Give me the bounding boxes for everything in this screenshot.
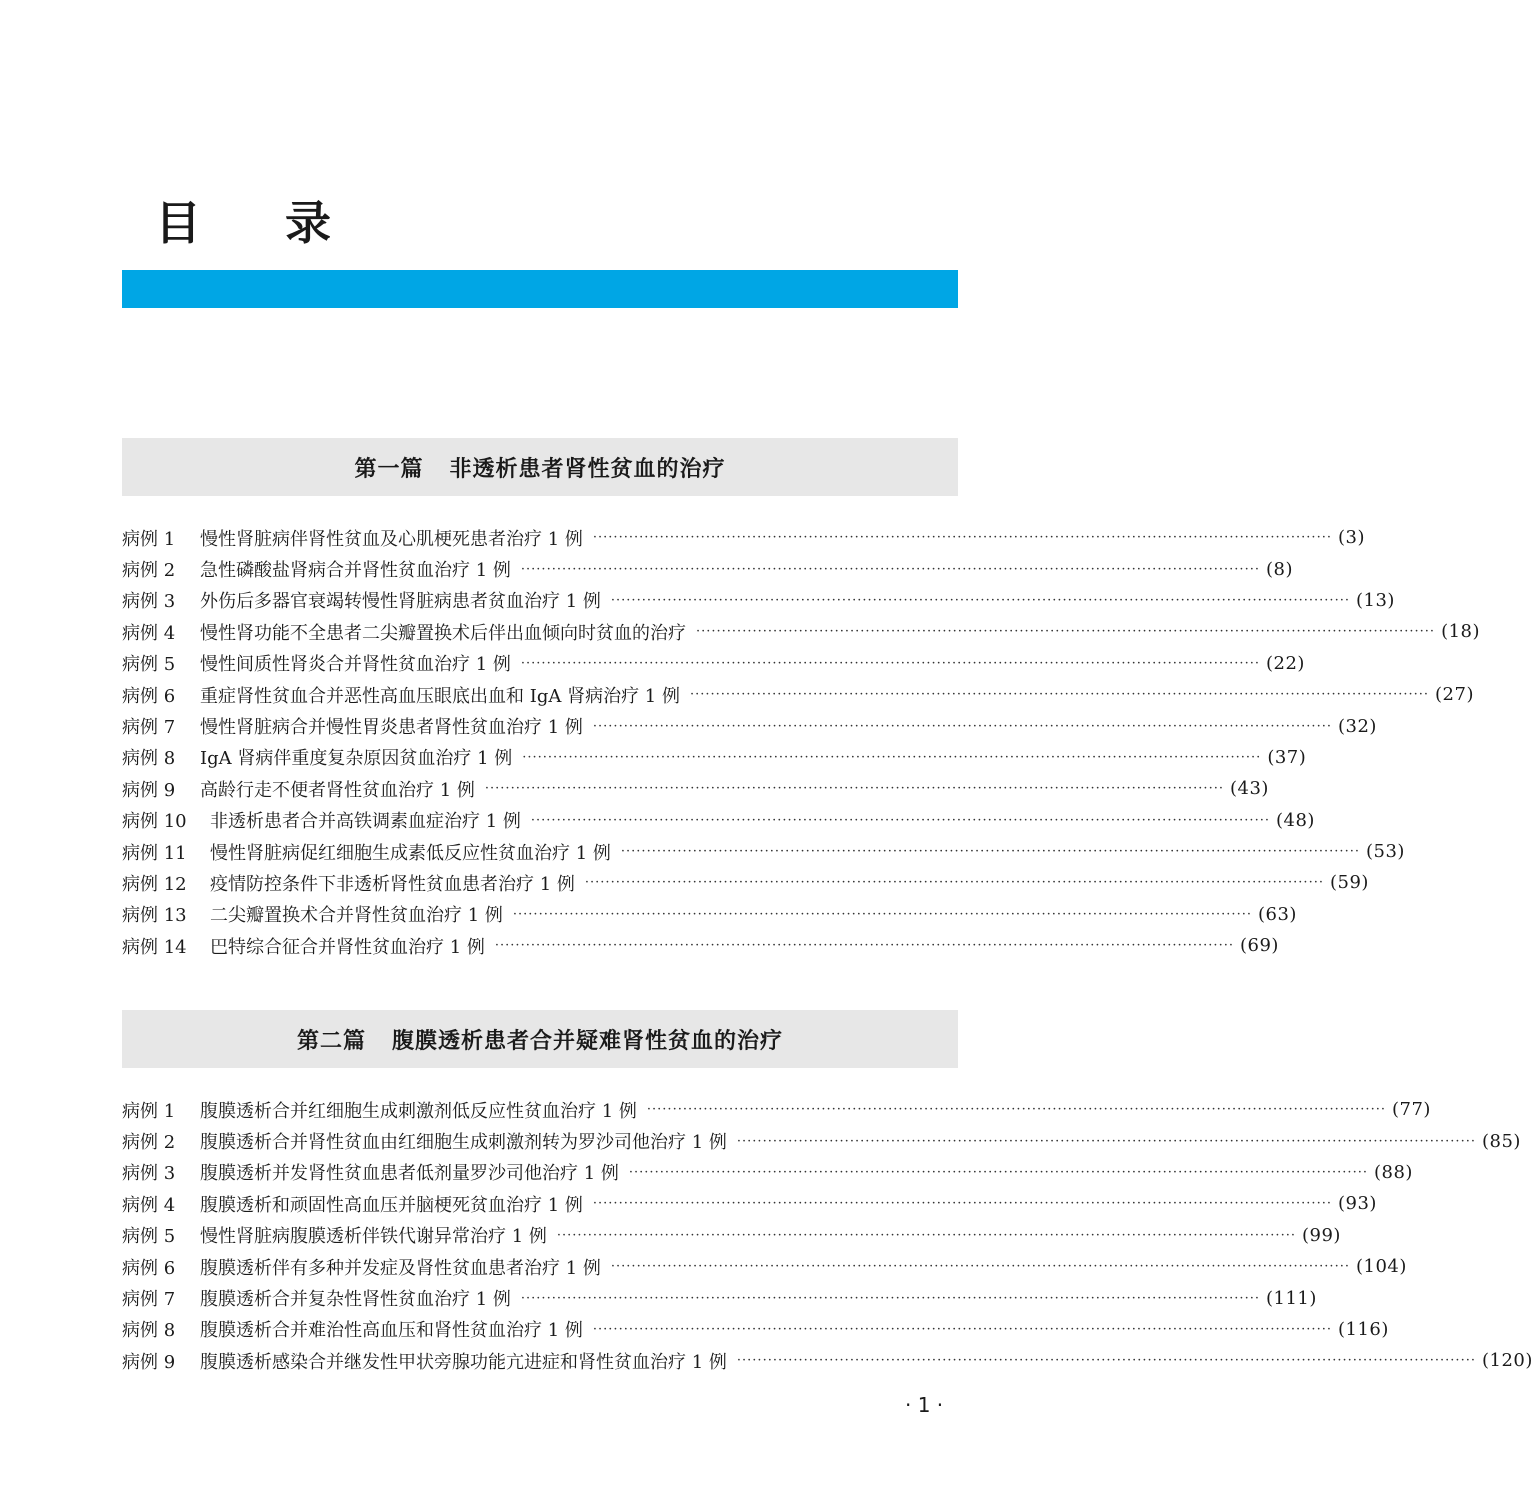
dot-leader — [690, 687, 1429, 702]
entry-title: 非透析患者合并高铁调素血症治疗 1 例 — [210, 811, 521, 833]
toc-entry[interactable] — [122, 1282, 1317, 1313]
toc-entry[interactable] — [122, 522, 1365, 553]
entry-title: IgA 肾病伴重度复杂原因贫血治疗 1 例 — [200, 748, 513, 770]
page-number: (3) — [1337, 527, 1365, 549]
page-folio: · 1 · — [905, 1393, 944, 1417]
entry-title: 急性磷酸盐肾病合并肾性贫血治疗 1 例 — [200, 560, 511, 582]
dot-leader — [737, 1353, 1476, 1368]
case-label: 病例 3 — [122, 591, 176, 613]
toc-entry[interactable] — [122, 1125, 1521, 1156]
case-label: 病例 5 — [122, 654, 176, 676]
toc-entry[interactable] — [122, 867, 1369, 898]
page-number: (18) — [1441, 621, 1481, 643]
page-number: (59) — [1329, 872, 1369, 894]
dot-leader — [647, 1102, 1386, 1117]
toc-entry[interactable] — [122, 836, 1405, 867]
page-number: (22) — [1265, 652, 1305, 674]
page-title: 目 录 — [155, 196, 366, 250]
case-label: 病例 14 — [122, 936, 187, 958]
part-2-entry-list — [122, 1094, 1533, 1377]
dot-leader — [696, 624, 1435, 639]
dot-leader — [485, 781, 1224, 796]
part-1-entry-list — [122, 522, 1481, 961]
page-number: (85) — [1481, 1130, 1521, 1152]
page-number: (48) — [1275, 809, 1315, 831]
dot-leader — [593, 530, 1332, 545]
page-number: (69) — [1239, 935, 1279, 957]
toc-entry[interactable] — [122, 1220, 1341, 1251]
toc-entry[interactable] — [122, 805, 1315, 836]
entry-title: 疫情防控条件下非透析肾性贫血患者治疗 1 例 — [210, 873, 575, 895]
page-number: (63) — [1257, 903, 1297, 925]
dot-leader — [521, 562, 1260, 577]
case-label: 病例 7 — [122, 717, 176, 739]
case-label: 病例 8 — [122, 748, 176, 770]
case-label: 病例 7 — [122, 1289, 176, 1311]
entry-title: 腹膜透析并发肾性贫血患者低剂量罗沙司他治疗 1 例 — [200, 1163, 619, 1185]
toc-entry[interactable] — [122, 648, 1305, 679]
page-number: (8) — [1265, 558, 1293, 580]
toc-entry[interactable] — [122, 773, 1269, 804]
title-accent-bar — [122, 270, 958, 308]
case-label: 病例 3 — [122, 1163, 176, 1185]
dot-leader — [593, 719, 1332, 734]
entry-title: 腹膜透析感染合并继发性甲状旁腺功能亢进症和肾性贫血治疗 1 例 — [200, 1351, 727, 1373]
part-2-header — [122, 1010, 958, 1068]
dot-leader — [513, 907, 1252, 922]
page-number: (32) — [1337, 715, 1377, 737]
entry-title: 腹膜透析合并难治性高血压和肾性贫血治疗 1 例 — [200, 1320, 583, 1342]
toc-entry[interactable] — [122, 1188, 1377, 1219]
entry-title: 慢性间质性肾炎合并肾性贫血治疗 1 例 — [200, 654, 511, 676]
page-number: (104) — [1355, 1256, 1407, 1278]
case-label: 病例 12 — [122, 873, 187, 895]
part-2-title: 腹膜透析患者合并疑难肾性贫血的治疗 — [392, 1027, 784, 1054]
case-label: 病例 1 — [122, 1100, 176, 1122]
toc-entry[interactable] — [122, 616, 1481, 647]
entry-title: 重症肾性贫血合并恶性高血压眼底出血和 IgA 肾病治疗 1 例 — [200, 685, 680, 707]
toc-entry[interactable] — [122, 1314, 1389, 1345]
case-label: 病例 4 — [122, 622, 176, 644]
dot-leader — [611, 1259, 1350, 1274]
entry-title: 慢性肾脏病腹膜透析伴铁代谢异常治疗 1 例 — [200, 1226, 547, 1248]
part-2-label: 第二篇 — [296, 1027, 366, 1054]
toc-entry[interactable] — [122, 585, 1395, 616]
case-label: 病例 6 — [122, 685, 176, 707]
entry-title: 慢性肾脏病伴肾性贫血及心肌梗死患者治疗 1 例 — [200, 528, 583, 550]
page-number: (93) — [1337, 1193, 1377, 1215]
entry-title: 慢性肾脏病合并慢性胃炎患者肾性贫血治疗 1 例 — [200, 717, 583, 739]
case-label: 病例 8 — [122, 1320, 176, 1342]
page-number: (27) — [1435, 684, 1474, 706]
toc-entry[interactable] — [122, 553, 1293, 584]
page-number: (37) — [1267, 746, 1307, 768]
toc-entry[interactable] — [122, 742, 1307, 773]
case-label: 病例 2 — [122, 1132, 176, 1154]
dot-leader — [593, 1196, 1332, 1211]
page-number: (99) — [1301, 1224, 1341, 1246]
entry-title: 慢性肾功能不全患者二尖瓣置换术后伴出血倾向时贫血的治疗 — [200, 622, 686, 644]
entry-title: 腹膜透析合并肾性贫血由红细胞生成刺激剂转为罗沙司他治疗 1 例 — [200, 1132, 727, 1154]
page-number: (43) — [1229, 778, 1269, 800]
dot-leader — [621, 844, 1360, 859]
page-number: (77) — [1391, 1099, 1431, 1121]
toc-entry[interactable] — [122, 710, 1377, 741]
toc-entry[interactable] — [122, 1094, 1431, 1125]
entry-title: 腹膜透析和顽固性高血压并脑梗死贫血治疗 1 例 — [200, 1194, 583, 1216]
toc-entry[interactable] — [122, 1251, 1407, 1282]
page-number: (88) — [1373, 1161, 1413, 1183]
dot-leader — [585, 875, 1324, 890]
toc-entry[interactable] — [122, 679, 1474, 710]
dot-leader — [593, 1322, 1332, 1337]
entry-title: 慢性肾脏病促红细胞生成素低反应性贫血治疗 1 例 — [210, 842, 611, 864]
entry-title: 腹膜透析伴有多种并发症及肾性贫血患者治疗 1 例 — [200, 1257, 601, 1279]
dot-leader — [611, 593, 1350, 608]
dot-leader — [495, 938, 1234, 953]
part-1-label: 第一篇 — [354, 455, 424, 482]
entry-title: 腹膜透析合并红细胞生成刺激剂低反应性贫血治疗 1 例 — [200, 1100, 637, 1122]
case-label: 病例 11 — [122, 842, 187, 864]
case-label: 病例 5 — [122, 1226, 176, 1248]
case-label: 病例 4 — [122, 1194, 176, 1216]
case-label: 病例 6 — [122, 1257, 176, 1279]
dot-leader — [629, 1165, 1368, 1180]
entry-title: 腹膜透析合并复杂性肾性贫血治疗 1 例 — [200, 1289, 511, 1311]
case-label: 病例 9 — [122, 779, 176, 801]
entry-title: 巴特综合征合并肾性贫血治疗 1 例 — [210, 936, 485, 958]
toc-entry[interactable] — [122, 930, 1279, 961]
page-number: (53) — [1365, 841, 1405, 863]
entry-title: 外伤后多器官衰竭转慢性肾脏病患者贫血治疗 1 例 — [200, 591, 601, 613]
dot-leader — [522, 750, 1261, 765]
part-1-header — [122, 438, 958, 496]
page-number: (111) — [1265, 1287, 1317, 1309]
entry-title: 高龄行走不便者肾性贫血治疗 1 例 — [200, 779, 475, 801]
case-label: 病例 13 — [122, 905, 187, 927]
case-label: 病例 1 — [122, 528, 176, 550]
page-number: (13) — [1355, 589, 1395, 611]
case-label: 病例 9 — [122, 1351, 176, 1373]
page-number: (120) — [1481, 1350, 1533, 1372]
toc-entry[interactable] — [122, 899, 1297, 930]
dot-leader — [557, 1228, 1296, 1243]
dot-leader — [521, 1291, 1260, 1306]
dot-leader — [737, 1134, 1476, 1149]
case-label: 病例 10 — [122, 811, 187, 833]
toc-entry[interactable] — [122, 1345, 1533, 1376]
case-label: 病例 2 — [122, 560, 176, 582]
toc-entry[interactable] — [122, 1157, 1413, 1188]
entry-title: 二尖瓣置换术合并肾性贫血治疗 1 例 — [210, 905, 503, 927]
dot-leader — [531, 813, 1270, 828]
part-1-title: 非透析患者肾性贫血的治疗 — [449, 455, 726, 482]
dot-leader — [521, 656, 1260, 671]
page-number: (116) — [1337, 1318, 1389, 1340]
